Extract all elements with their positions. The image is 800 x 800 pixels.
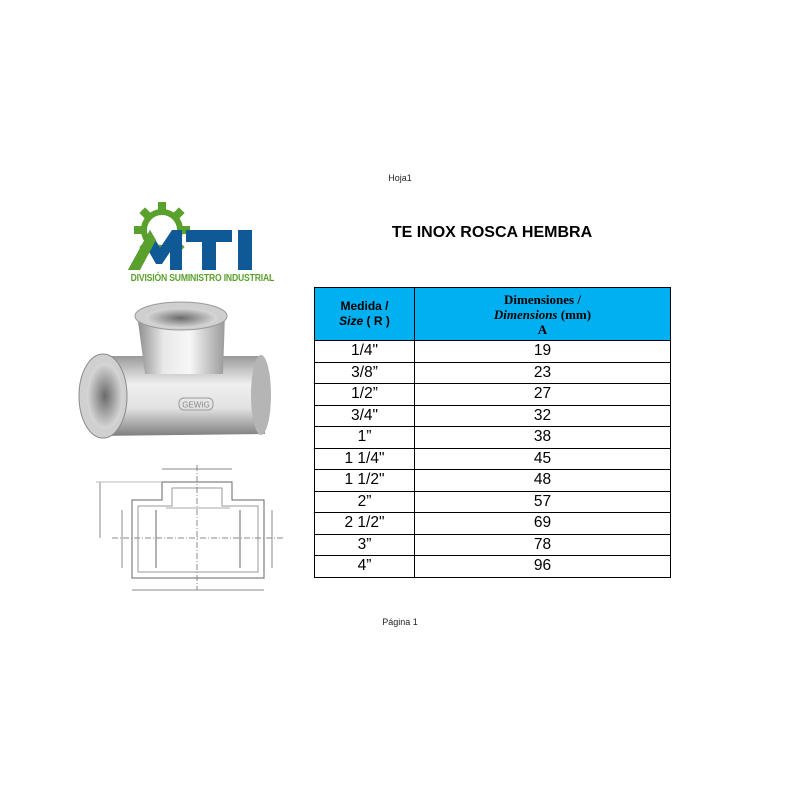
photo-stamp: GEWIG (182, 400, 210, 410)
table-row (315, 534, 671, 556)
table-row (315, 513, 671, 535)
dimension-cell: 57 (415, 491, 671, 513)
header-size (315, 288, 415, 341)
gear-logo-icon (120, 200, 272, 274)
page-header: Hoja1 (388, 173, 412, 183)
table-row (315, 405, 671, 427)
table-row (315, 448, 671, 470)
table-row (315, 427, 671, 449)
header-dimensions (415, 288, 671, 341)
dimension-cell: 19 (415, 341, 671, 363)
table-row (315, 362, 671, 384)
dimension-cell: 69 (415, 513, 671, 535)
header-size-unit: ( R ) (363, 314, 390, 328)
table-row (315, 384, 671, 406)
size-cell: 2 1/2" (315, 513, 415, 535)
size-cell: 3” (315, 534, 415, 556)
header-dim-unit: (mm) (557, 306, 592, 322)
dimension-cell: 48 (415, 470, 671, 492)
table-row (315, 556, 671, 578)
table-header-row (315, 288, 671, 341)
dimension-cell: 32 (415, 405, 671, 427)
dimension-cell: 38 (415, 427, 671, 449)
page-footer: Página 1 (382, 617, 418, 627)
size-cell: 3/4" (315, 405, 415, 427)
size-cell: 4” (315, 556, 415, 578)
dimensions-table (314, 287, 671, 578)
size-cell: 1 1/4" (315, 448, 415, 470)
page-title: TE INOX ROSCA HEMBRA (391, 224, 593, 241)
size-cell: 2” (315, 491, 415, 513)
size-cell: 3/8” (315, 362, 415, 384)
size-cell: 1/4" (315, 341, 415, 363)
logo-subtitle: DIVISIÓN SUMINISTRO INDUSTRIAL (130, 273, 275, 284)
header-dim-italic: Dimensions (493, 306, 558, 322)
tee-drawing (92, 460, 292, 600)
header-dim-a: A (537, 321, 548, 337)
dimension-cell: 23 (415, 362, 671, 384)
dimension-cell: 78 (415, 534, 671, 556)
mti-logo (120, 200, 275, 290)
header-dim-line1: Dimensiones / (504, 291, 581, 307)
table-row (315, 470, 671, 492)
header-size-italic: Size (339, 314, 364, 328)
header-size-line1: Medida / (340, 299, 389, 313)
dimension-cell: 27 (415, 384, 671, 406)
size-cell: 1 1/2" (315, 470, 415, 492)
dimension-cell: 45 (415, 448, 671, 470)
size-cell: 1/2” (315, 384, 415, 406)
table-row (315, 491, 671, 513)
dimension-cell: 96 (415, 556, 671, 578)
table-row (315, 341, 671, 363)
size-cell: 1” (315, 427, 415, 449)
tee-photo (75, 296, 285, 456)
